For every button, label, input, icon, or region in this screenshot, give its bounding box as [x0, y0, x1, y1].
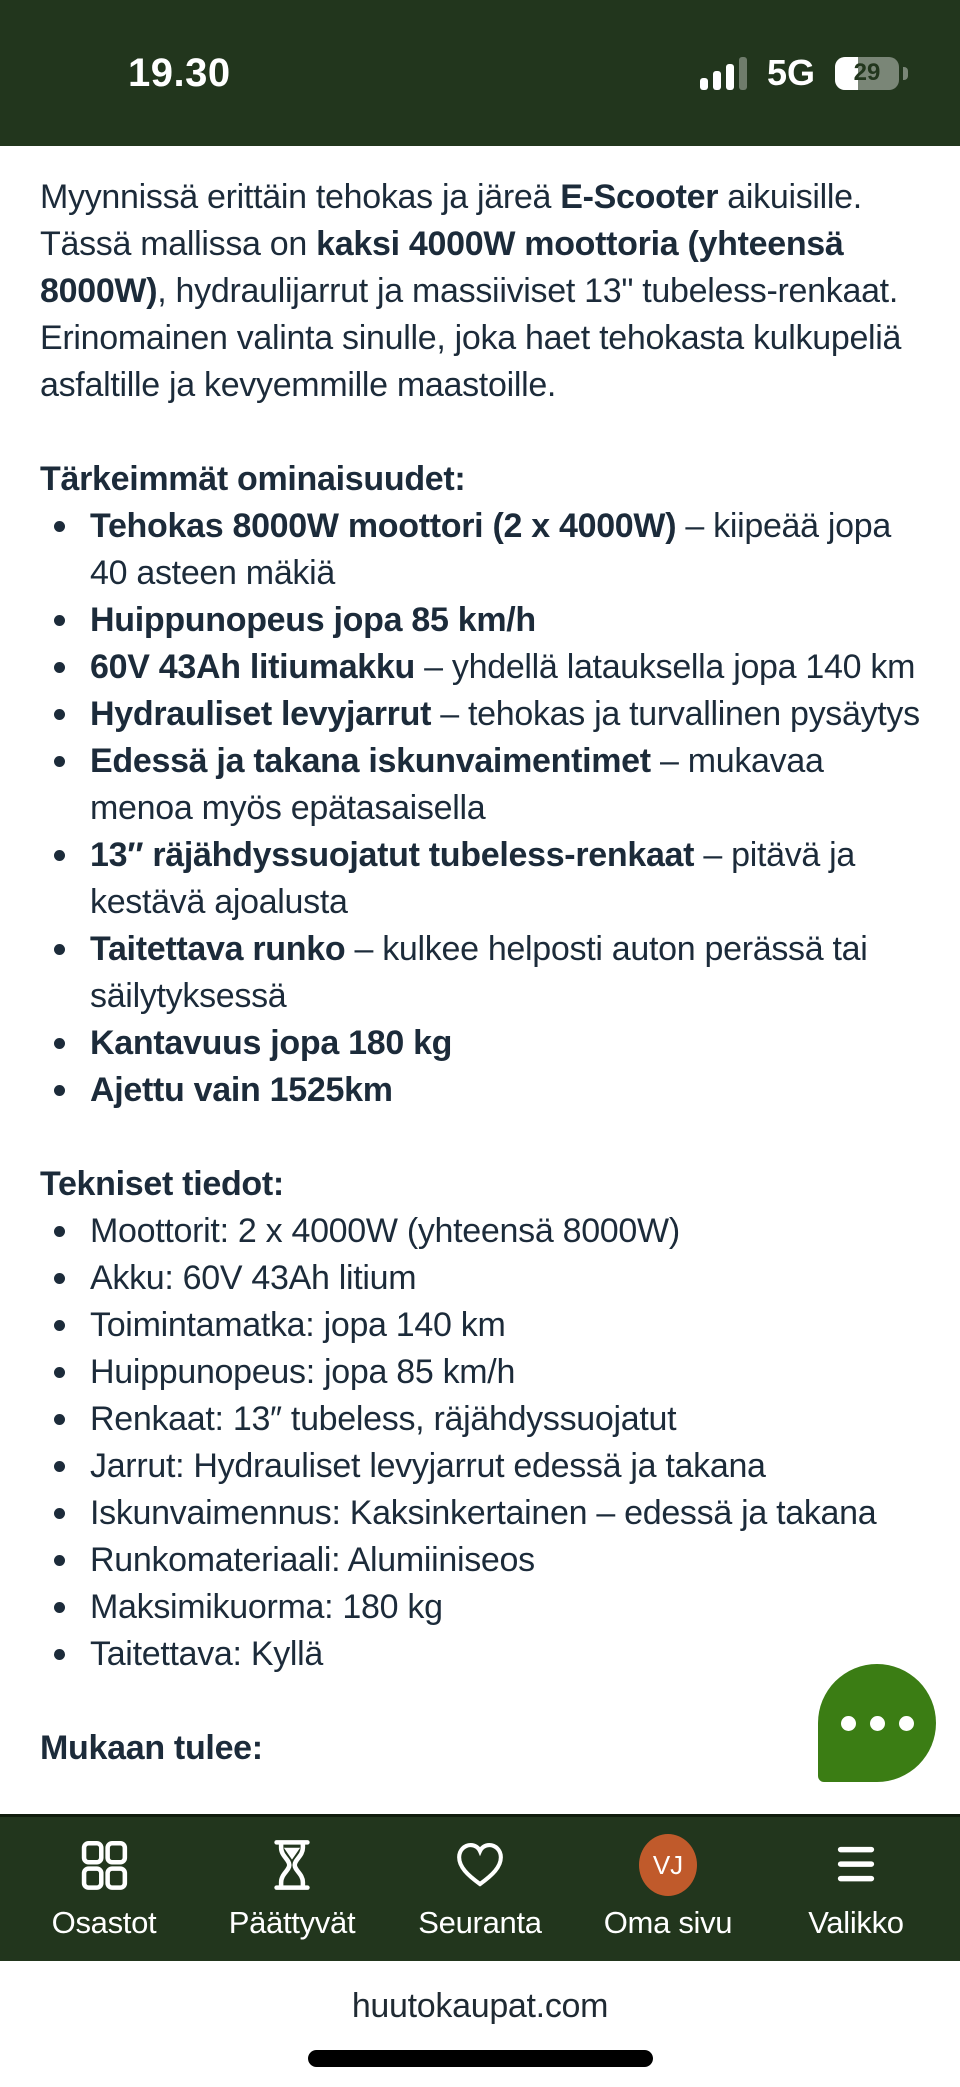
list-item: Maksimikuorma: 180 kg	[40, 1584, 920, 1631]
hourglass-icon	[263, 1833, 321, 1897]
user-avatar	[639, 1833, 697, 1897]
list-item: Tehokas 8000W moottori (2 x 4000W) – kiipeää jopa 40 asteen mäkiä	[40, 503, 920, 597]
list-item: Iskunvaimennus: Kaksinkertainen – edessä ja takana	[40, 1490, 920, 1537]
status-indicators	[700, 52, 908, 94]
nav-item-paattyvat[interactable]	[217, 1833, 367, 1941]
battery-cap	[903, 67, 908, 80]
intro-bold-motors: kaksi 4000W moottoria (yhteensä 8000W)	[40, 225, 844, 310]
avatar-initials: VJ	[652, 1849, 684, 1880]
list-item: Taitettava: Kyllä	[40, 1631, 920, 1678]
intro-text: Myynnissä erittäin tehokas ja järeä	[40, 178, 561, 216]
list-item: Huippunopeus: jopa 85 km/h	[40, 1349, 920, 1396]
bottom-nav-bar	[0, 1814, 960, 1961]
menu-icon	[827, 1833, 885, 1897]
battery-percent: 29	[853, 59, 881, 86]
network-type-label: 5G	[766, 52, 815, 93]
features-list	[40, 503, 920, 1114]
clock: 19.30	[128, 50, 231, 95]
status-bar	[0, 0, 960, 146]
signal-strength-icon	[700, 56, 747, 90]
nav-label: Oma sivu	[603, 1905, 733, 1940]
features-heading: Tärkeimmät ominaisuudet:	[40, 460, 466, 498]
avatar	[639, 1834, 697, 1896]
list-item: Huippunopeus jopa 85 km/h	[40, 597, 920, 644]
list-item: Taitettava runko – kulkee helposti auton perässä tai säilytyksessä	[40, 926, 920, 1020]
specs-list	[40, 1208, 920, 1678]
chat-dots-icon	[841, 1716, 914, 1731]
product-description	[0, 146, 960, 2087]
list-item: Hydrauliset levyjarrut – tehokas ja turvallinen pysäytys	[40, 691, 920, 738]
list-item: Moottorit: 2 x 4000W (yhteensä 8000W)	[40, 1208, 920, 1255]
nav-label: Osastot	[51, 1905, 157, 1940]
nav-item-valikko[interactable]	[781, 1833, 931, 1941]
specs-heading: Tekniset tiedot:	[40, 1165, 284, 1203]
nav-item-osastot[interactable]	[29, 1833, 179, 1941]
chat-bubble-button[interactable]	[818, 1664, 936, 1782]
list-item: Toimintamatka: jopa 140 km	[40, 1302, 920, 1349]
battery-icon	[835, 57, 899, 90]
list-item: 60V 43Ah litiumakku – yhdellä latauksella jopa 140 km	[40, 644, 920, 691]
list-item: Akku: 60V 43Ah litium	[40, 1255, 920, 1302]
list-item: Runkomateriaali: Alumiiniseos	[40, 1537, 920, 1584]
intro-text: aikuisille. Tässä mallissa on	[40, 178, 862, 263]
heart-icon	[450, 1833, 510, 1897]
nav-label: Seuranta	[418, 1905, 542, 1940]
address-bar[interactable]: huutokaupat.com	[351, 1987, 609, 2025]
list-item: Kantavuus jopa 180 kg	[40, 1020, 920, 1067]
included-heading: Mukaan tulee:	[40, 1729, 263, 1767]
grid-icon	[75, 1833, 133, 1897]
nav-label: Valikko	[808, 1905, 904, 1940]
nav-item-seuranta[interactable]	[405, 1833, 555, 1941]
home-indicator[interactable]	[308, 2050, 653, 2067]
intro-text: , hydraulijarrut ja massiiviset 13" tubeless-renkaat. Erinomainen valinta sinulle, joka haet tehokasta kulkupeliä asfaltille ja kevyemmille maastoille.	[40, 272, 902, 404]
browser-footer	[0, 1961, 960, 2087]
nav-item-oma-sivu[interactable]	[593, 1833, 743, 1941]
intro-bold-escooter: E-Scooter	[560, 178, 719, 216]
list-item: Renkaat: 13″ tubeless, räjähdyssuojatut	[40, 1396, 920, 1443]
list-item: Ajettu vain 1525km	[40, 1067, 920, 1114]
list-item: 13″ räjähdyssuojatut tubeless-renkaat – pitävä ja kestävä ajoalusta	[40, 832, 920, 926]
list-item: Edessä ja takana iskunvaimentimet – mukavaa menoa myös epätasaisella	[40, 738, 920, 832]
list-item: Jarrut: Hydrauliset levyjarrut edessä ja takana	[40, 1443, 920, 1490]
nav-label: Päättyvät	[228, 1905, 356, 1940]
intro-paragraph	[40, 174, 920, 409]
